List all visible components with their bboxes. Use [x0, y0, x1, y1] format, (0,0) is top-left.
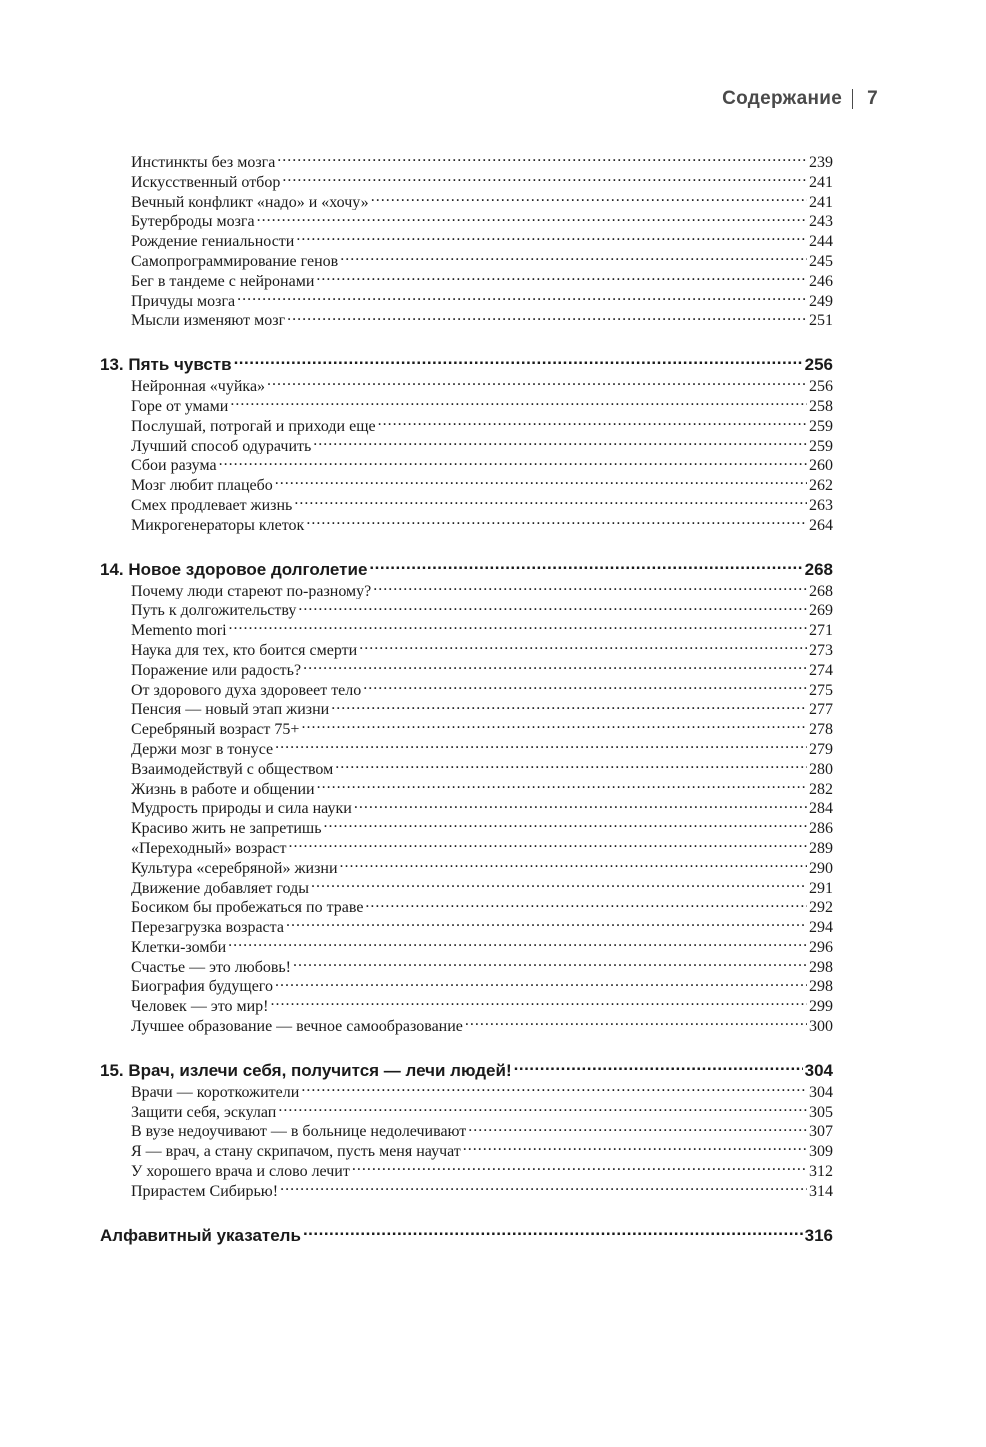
toc-entry-title: Мозг любит плацебо	[131, 477, 273, 494]
toc-entry-title: Нейронная «чуйка»	[131, 378, 266, 395]
dot-leader	[267, 375, 807, 391]
toc-chapter-heading-title: Алфавитный указатель	[100, 1225, 301, 1245]
dot-leader	[465, 1015, 807, 1031]
toc-entry	[100, 191, 833, 211]
toc-entry-page: 271	[809, 622, 833, 639]
toc-entry-page: 241	[809, 173, 833, 191]
toc-entry-title: В вузе недоучивают — в больнице недолечивают	[131, 1123, 467, 1141]
dot-leader	[306, 514, 807, 530]
toc-entry-title: Клетки-зомби	[131, 938, 227, 956]
dot-leader	[378, 415, 807, 431]
dot-leader	[278, 1101, 807, 1117]
toc-entry-page: 245	[809, 252, 833, 270]
toc-entry-title: У хорошего врача и слово лечит	[131, 1163, 350, 1180]
toc-entry	[100, 1015, 833, 1035]
toc-entry-page: 259	[809, 437, 833, 455]
dot-leader	[317, 778, 807, 794]
toc-chapter-heading	[100, 1224, 833, 1246]
dot-leader	[303, 1224, 803, 1241]
toc-section	[100, 151, 833, 329]
toc-entry-page: 264	[809, 516, 833, 534]
toc-entry	[100, 896, 833, 916]
dot-leader	[280, 1180, 807, 1196]
toc-entry	[100, 171, 833, 191]
toc-entry-page: 284	[809, 800, 833, 818]
dot-leader	[229, 619, 807, 635]
dot-leader	[373, 580, 807, 596]
toc-entry-page: 294	[809, 919, 833, 936]
dot-leader	[313, 435, 807, 451]
toc-entry-page: 258	[809, 397, 833, 415]
table-of-contents	[100, 151, 833, 1270]
dot-leader	[296, 230, 807, 246]
dot-leader	[331, 698, 807, 714]
toc-entry	[100, 270, 833, 290]
toc-chapter-heading-page: 316	[804, 1225, 833, 1245]
toc-entry-title: Послушай, потрогай и приходи еще	[131, 417, 376, 435]
toc-entry-title: Я — врач, а стану скрипачом, пусть меня научат	[131, 1143, 461, 1161]
dot-leader	[301, 718, 807, 734]
toc-entry	[100, 936, 833, 956]
dot-leader	[359, 639, 807, 655]
toc-entry-title: Держи мозг в тонусе	[131, 740, 274, 758]
dot-leader	[468, 1120, 807, 1136]
dot-leader	[340, 857, 807, 873]
toc-entry-page: 307	[809, 1123, 833, 1141]
toc-entry-title: Поражение или радость?	[131, 661, 302, 679]
running-head	[722, 88, 878, 110]
toc-entry-title: Микрогенераторы клеток	[131, 516, 305, 534]
toc-entry	[100, 210, 833, 230]
dot-leader	[354, 797, 807, 813]
toc-entry-page: 241	[809, 193, 833, 211]
dot-leader	[335, 758, 807, 774]
toc-entry-title: Самопрограммирование генов	[131, 252, 339, 270]
toc-entry-page: 309	[809, 1143, 833, 1161]
toc-entry	[100, 659, 833, 679]
dot-leader	[316, 270, 807, 286]
dot-leader	[228, 936, 807, 952]
toc-chapter-heading-title: 14. Новое здоровое долголетие	[100, 559, 368, 579]
toc-chapter-heading-page: 268	[804, 559, 833, 579]
toc-entry-title: Защити себя, эскулап	[131, 1103, 277, 1121]
toc-entry-page: 291	[809, 879, 833, 897]
toc-entry	[100, 599, 833, 619]
toc-entry-page: 263	[809, 496, 833, 514]
toc-entry-title: Лучший способ одурачить	[131, 437, 312, 455]
toc-entry	[100, 1081, 833, 1101]
toc-entry	[100, 1180, 833, 1200]
toc-entry-title: Инстинкты без мозга	[131, 154, 276, 171]
toc-entry-page: 251	[809, 312, 833, 330]
toc-chapter-heading-page: 256	[804, 355, 833, 375]
toc-entry	[100, 857, 833, 877]
toc-entry	[100, 698, 833, 718]
dot-leader	[301, 1081, 807, 1097]
toc-entry-page: 289	[809, 839, 833, 857]
dot-leader	[303, 659, 807, 675]
dot-leader	[365, 896, 807, 912]
dot-leader	[352, 1160, 807, 1176]
toc-entry-page: 282	[809, 780, 833, 798]
dot-leader	[371, 191, 807, 207]
toc-section	[100, 1059, 833, 1200]
dot-leader	[275, 738, 807, 754]
toc-entry	[100, 250, 833, 270]
toc-chapter-heading	[100, 558, 833, 580]
dot-leader	[286, 916, 807, 932]
toc-entry-page: 262	[809, 477, 833, 494]
toc-entry	[100, 474, 833, 494]
toc-entry-page: 279	[809, 740, 833, 758]
toc-entry-title: Бутерброды мозга	[131, 213, 255, 231]
toc-chapter-heading	[100, 353, 833, 375]
toc-entry-title: Мудрость природы и сила науки	[131, 800, 352, 818]
dot-leader	[282, 171, 807, 187]
toc-entry	[100, 778, 833, 798]
toc-section	[100, 558, 833, 1035]
toc-entry-page: 256	[809, 378, 833, 395]
toc-entry	[100, 454, 833, 474]
dot-leader	[270, 995, 807, 1011]
toc-entry	[100, 679, 833, 699]
running-head-title: Содержание	[722, 88, 843, 109]
toc-entry	[100, 877, 833, 897]
toc-entry-page: 275	[809, 681, 833, 699]
toc-entry-title: Сбои разума	[131, 457, 217, 475]
toc-entry-page: 286	[809, 820, 833, 837]
toc-entry-title: Человек — это мир!	[131, 998, 269, 1016]
toc-entry-page: 259	[809, 417, 833, 435]
dot-leader	[294, 494, 807, 510]
toc-entry-page: 292	[809, 899, 833, 917]
toc-entry-title: Горе от умами	[131, 397, 229, 415]
toc-entry-title: Жизнь в работе и общении	[131, 780, 315, 798]
toc-entry	[100, 1140, 833, 1160]
page-number: 7	[867, 88, 878, 109]
toc-entry-title: Взаимодействуй с обществом	[131, 760, 334, 778]
toc-entry-title: От здорового духа здоровеет тело	[131, 681, 362, 699]
dot-leader	[324, 817, 808, 833]
dot-leader	[288, 837, 807, 853]
toc-entry	[100, 956, 833, 976]
toc-entry	[100, 395, 833, 415]
toc-entry-title: Memento mori	[131, 622, 227, 639]
toc-entry-title: Рождение гениальности	[131, 233, 295, 250]
dot-leader	[275, 474, 807, 490]
toc-entry-title: Пенсия — новый этап жизни	[131, 701, 330, 719]
toc-entry	[100, 580, 833, 600]
toc-entry-title: Мысли изменяют мозг	[131, 312, 286, 330]
toc-chapter-heading-page: 304	[804, 1060, 833, 1080]
toc-entry-page: 304	[809, 1083, 833, 1101]
dot-leader	[311, 877, 807, 893]
toc-entry	[100, 797, 833, 817]
toc-entry-title: Культура «серебряной» жизни	[131, 859, 338, 877]
toc-entry	[100, 290, 833, 310]
toc-entry	[100, 718, 833, 738]
toc-entry-title: Перезагрузка возраста	[131, 919, 284, 936]
toc-entry-title: Смех продлевает жизнь	[131, 496, 293, 514]
toc-entry-title: Биография будущего	[131, 978, 273, 996]
toc-entry-page: 305	[809, 1103, 833, 1121]
toc-entry	[100, 1120, 833, 1140]
dot-leader	[293, 956, 807, 972]
toc-chapter-heading-title: 15. Врач, излечи себя, получится — лечи людей!	[100, 1060, 512, 1080]
toc-entry	[100, 494, 833, 514]
toc-entry-page: 246	[809, 272, 833, 290]
toc-entry-page: 314	[809, 1182, 833, 1200]
toc-entry-page: 298	[809, 958, 833, 976]
dot-leader	[219, 454, 807, 470]
toc-entry-page: 260	[809, 457, 833, 475]
toc-entry-page: 300	[809, 1018, 833, 1035]
toc-entry-title: «Переходный» возраст	[131, 839, 287, 857]
dot-leader	[237, 290, 807, 306]
toc-entry	[100, 758, 833, 778]
toc-chapter-heading	[100, 1059, 833, 1081]
dot-leader	[369, 558, 802, 575]
toc-entry-title: Искусственный отбор	[131, 173, 281, 191]
toc-entry	[100, 435, 833, 455]
toc-entry	[100, 514, 833, 534]
running-head-separator	[852, 89, 853, 109]
toc-entry-title: Красиво жить не запретишь	[131, 820, 322, 837]
toc-entry	[100, 1101, 833, 1121]
toc-entry	[100, 817, 833, 837]
toc-entry	[100, 1160, 833, 1180]
toc-entry-page: 268	[809, 582, 833, 600]
toc-entry-page: 239	[809, 154, 833, 171]
toc-entry-title: Путь к долгожительству	[131, 602, 297, 620]
toc-entry-page: 296	[809, 938, 833, 956]
toc-entry-page: 269	[809, 602, 833, 620]
toc-entry-page: 298	[809, 978, 833, 996]
toc-entry-title: Движение добавляет годы	[131, 879, 309, 897]
dot-leader	[277, 151, 807, 167]
dot-leader	[275, 975, 807, 991]
toc-entry	[100, 151, 833, 171]
toc-entry-title: Наука для тех, кто боится смерти	[131, 641, 358, 659]
toc-entry	[100, 975, 833, 995]
toc-section	[100, 1224, 833, 1246]
toc-entry	[100, 837, 833, 857]
toc-entry-title: Серебряный возраст 75+	[131, 721, 300, 738]
toc-entry-page: 280	[809, 760, 833, 778]
toc-entry-title: Вечный конфликт «надо» и «хочу»	[131, 193, 369, 211]
toc-chapter-heading-title: 13. Пять чувств	[100, 355, 232, 375]
dot-leader	[298, 599, 807, 615]
toc-entry-page: 312	[809, 1163, 833, 1180]
toc-entry	[100, 619, 833, 639]
dot-leader	[287, 309, 807, 325]
toc-entry-title: Врачи — короткожители	[131, 1083, 300, 1101]
toc-entry-title: Лучшее образование — вечное самообразование	[131, 1018, 463, 1035]
toc-entry	[100, 309, 833, 329]
dot-leader	[514, 1059, 803, 1076]
toc-entry-page: 249	[809, 292, 833, 310]
toc-entry-page: 243	[809, 213, 833, 231]
toc-entry-title: Бег в тандеме с нейронами	[131, 272, 315, 290]
toc-entry-page: 299	[809, 998, 833, 1016]
toc-entry	[100, 230, 833, 250]
dot-leader	[463, 1140, 807, 1156]
toc-entry-page: 278	[809, 721, 833, 738]
toc-entry-title: Причуды мозга	[131, 292, 236, 310]
dot-leader	[340, 250, 807, 266]
toc-entry-title: Босиком бы пробежаться по траве	[131, 899, 364, 917]
toc-entry	[100, 639, 833, 659]
toc-entry	[100, 738, 833, 758]
toc-entry	[100, 995, 833, 1015]
toc-entry-page: 244	[809, 233, 833, 250]
toc-entry-page: 290	[809, 859, 833, 877]
toc-entry-page: 273	[809, 641, 833, 659]
toc-entry	[100, 375, 833, 395]
toc-section	[100, 353, 833, 533]
toc-entry	[100, 916, 833, 936]
dot-leader	[230, 395, 807, 411]
dot-leader	[363, 679, 807, 695]
toc-entry-title: Почему люди стареют по-разному?	[131, 582, 372, 600]
toc-entry-page: 274	[809, 661, 833, 679]
dot-leader	[257, 210, 807, 226]
dot-leader	[234, 353, 803, 370]
toc-entry-title: Счастье — это любовь!	[131, 958, 292, 976]
toc-entry	[100, 415, 833, 435]
toc-entry-page: 277	[809, 701, 833, 719]
toc-entry-title: Прирастем Сибирью!	[131, 1182, 279, 1200]
